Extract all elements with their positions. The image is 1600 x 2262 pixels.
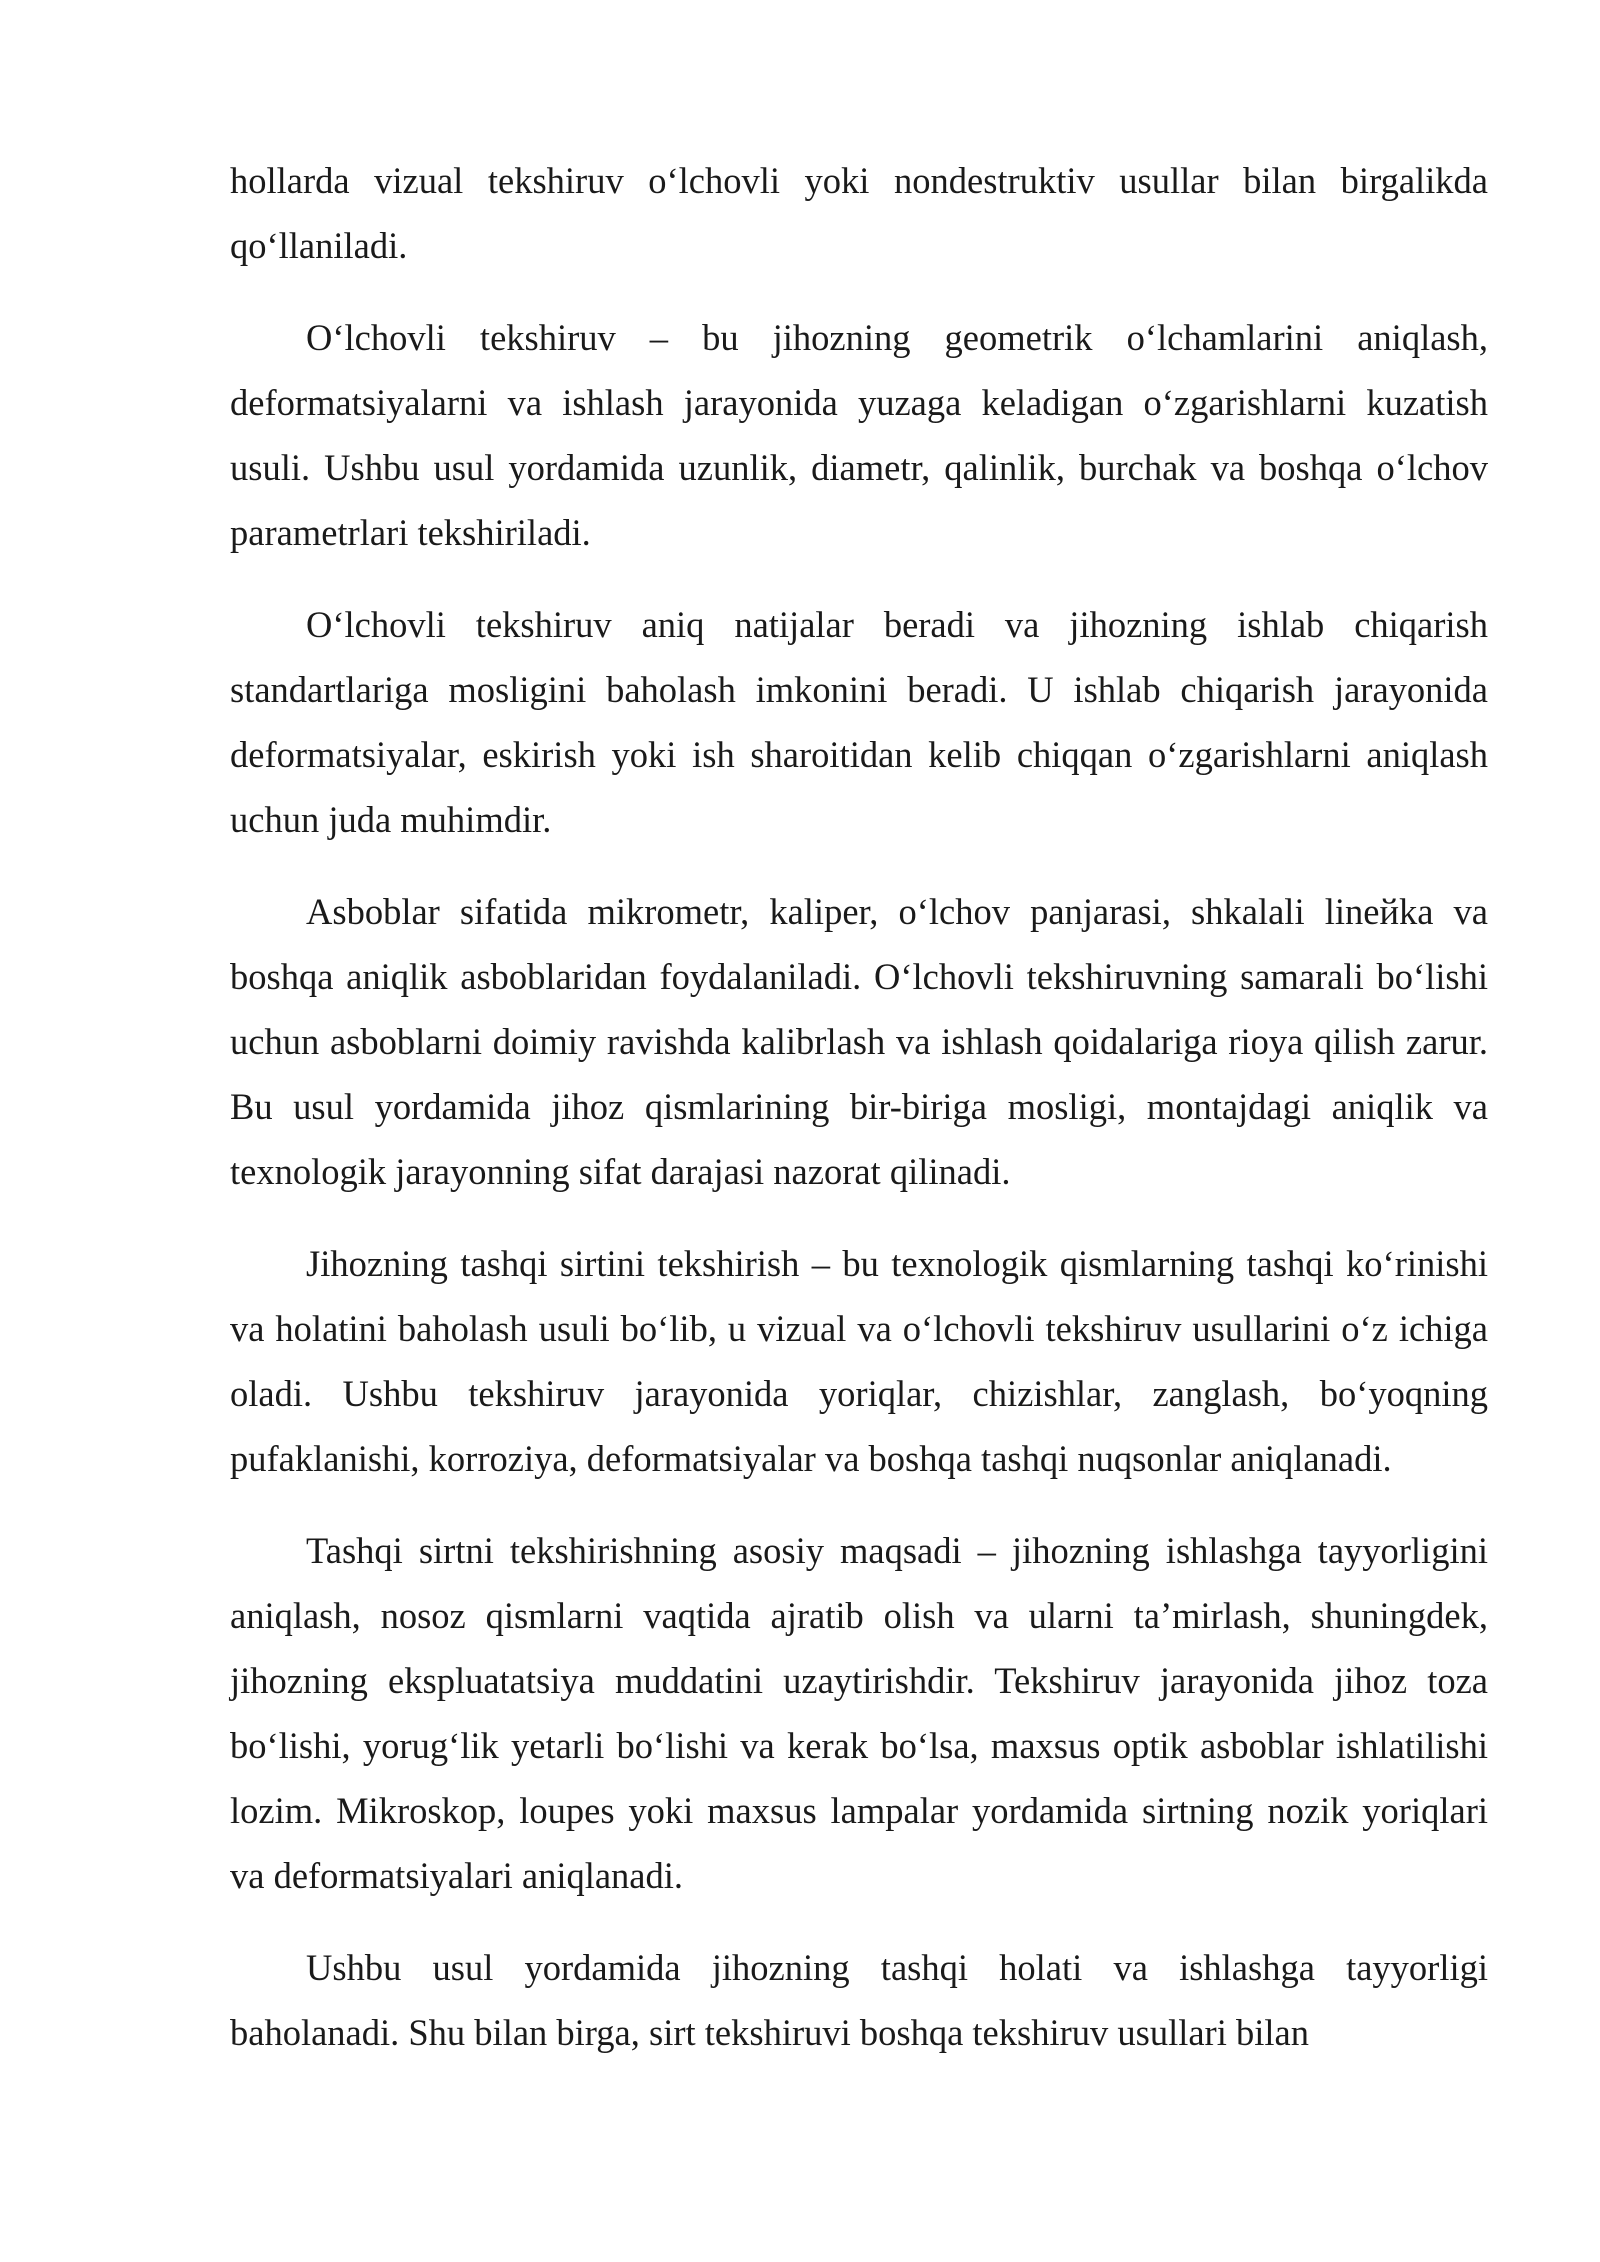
paragraph-measurement-tools: Asboblar sifatida mikrometr, kaliper, o‘lchov panjarasi, shkalali lineйka va boshqa aniqlik asboblaridan foydalaniladi. O‘lchovli tekshiruvning samarali bo‘lishi uchun asboblarni doimiy ravishda kalibrlash va ishlash qoidalariga rioya qilish zarur. Bu usul yordamida jihoz qismlarining bir-biriga mosligi, montajdagi aniqlik va texnologik jarayonning sifat darajasi nazorat qilinadi. [230,891,1488,1192]
paragraph-surface-inspection-goal: Tashqi sirtni tekshirishning asosiy maqsadi – jihozning ishlashga tayyorligini aniqlash, nosoz qismlarni vaqtida ajratib olish va ularni ta’mirlash, shuningdek, jihozning ekspluatatsiya muddatini uzaytirishdir. Tekshiruv jarayonida jihoz toza bo‘lishi, yorug‘lik yetarli bo‘lishi va kerak bo‘lsa, maxsus optik asboblar ishlatilishi lozim. Mikroskop, loupes yoki maxsus lampalar yordamida sirtning nozik yoriqlari va deformatsiyalari aniqlanadi. [230,1530,1488,1896]
paragraph-surface-evaluation: Ushbu usul yordamida jihozning tashqi holati va ishlashga tayyorligi baholanadi. Shu bilan birga, sirt tekshiruvi boshqa tekshiruv usullari bilan [230,1947,1488,2053]
paragraph-surface-inspection: Jihozning tashqi sirtini tekshirish – bu texnologik qismlarning tashqi ko‘rinishi va holatini baholash usuli bo‘lib, u vizual va o‘lchovli tekshiruv usullarini o‘z ichiga oladi. Ushbu tekshiruv jarayonida yoriqlar, chizishlar, zanglash, bo‘yoqning pufaklanishi, korroziya, deformatsiyalar va boshqa tashqi nuqsonlar aniqlanadi. [230,1243,1488,1479]
paragraph-measurement-results: O‘lchovli tekshiruv aniq natijalar beradi va jihozning ishlab chiqarish standartlariga mosligini baholash imkonini beradi. U ishlab chiqarish jarayonida deformatsiyalar, eskirish yoki ish sharoitidan kelib chiqqan o‘zgarishlarni aniqlash uchun juda muhimdir. [230,604,1488,840]
paragraph-measurement-definition: O‘lchovli tekshiruv – bu jihozning geometrik o‘lchamlarini aniqlash, deformatsiyalarni va ishlash jarayonida yuzaga keladigan o‘zgarishlarni kuzatish usuli. Ushbu usul yordamida uzunlik, diametr, qalinlik, burchak va boshqa o‘lchov parametrlari tekshiriladi. [230,317,1488,553]
paragraph-continuation: hollarda vizual tekshiruv o‘lchovli yoki nondestruktiv usullar bilan birgalikda qo‘llaniladi. [230,160,1488,266]
body-text [230,148,1488,2092]
